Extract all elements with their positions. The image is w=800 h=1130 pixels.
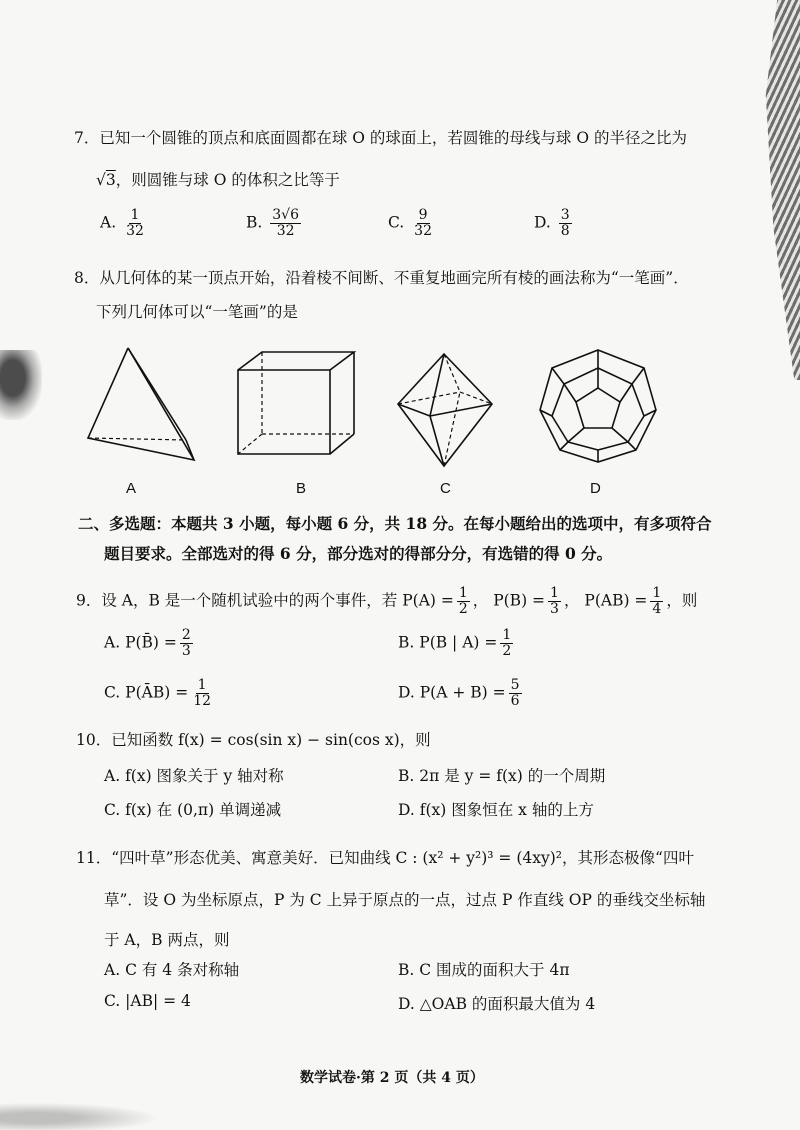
q8-stem-line1: 8．从几何体的某一顶点开始，沿着棱不间断、不重复地画完所有棱的画法称为“一笔画”． — [74, 269, 689, 287]
page-footer: 数学试卷·第 2 页（共 4 页） — [300, 1070, 484, 1086]
q7-stem-line2 — [96, 170, 340, 190]
q9-stem: 9．设 A，B 是一个随机试验中的两个事件，若 P(A) = $\frac{1}{2}$ ， P(B) = $\frac{1}{3}$ ， P(AB) = $\frac{1}{4}$ ，则 — [76, 585, 698, 617]
q11-option-d[interactable]: D. △OAB 的面积最大值为 4 — [398, 995, 596, 1013]
scan-artifact-left — [0, 350, 42, 420]
q10-option-c[interactable]: C. f(x) 在 (0,π) 单调递减 — [104, 801, 282, 819]
q7-stem-line1: 7．已知一个圆锥的顶点和底面圆都在球 O 的球面上，若圆锥的母线与球 O 的半径之比为 — [74, 129, 687, 147]
section2-heading-line2: 题目要求。全部选对的得 6 分，部分选对的得部分分，有选错的得 0 分。 — [104, 544, 613, 563]
q10-stem: 10．已知函数 f(x) = cos(sin x) − sin(cos x)，则 — [76, 731, 431, 749]
figure-octahedron — [390, 350, 500, 470]
figure-label-c: C — [440, 480, 451, 497]
q11-stem-line3: 于 A，B 两点，则 — [104, 931, 230, 949]
section2-heading-line1: 二、多选题：本题共 3 小题，每小题 6 分，共 18 分。在每小题给出的选项中，有多项符合 — [78, 514, 712, 533]
q7-option-c[interactable]: C. $\frac{9}{32}$ — [388, 207, 432, 239]
q7-option-a[interactable]: A. $\frac{1}{32}$ — [100, 207, 144, 239]
figure-cube — [232, 348, 362, 458]
q11-stem-line1: 11．“四叶草”形态优美、寓意美好．已知曲线 C : (x² + y²)³ = (4xy)²，其形态极像“四叶 — [76, 849, 694, 867]
q11-stem-line2: 草”．设 O 为坐标原点，P 为 C 上异于原点的一点，过点 P 作直线 OP 的垂线交坐标轴 — [104, 891, 706, 909]
q8-stem-line2: 下列几何体可以“一笔画”的是 — [96, 303, 298, 321]
sqrt-symbol: √ — [96, 171, 106, 189]
q7-option-d[interactable]: D. $\frac{3}{8}$ — [534, 207, 570, 239]
figure-dodecahedron — [536, 346, 660, 464]
figure-tetrahedron — [78, 342, 198, 464]
q9-option-a[interactable]: A. P(B̄) = $\frac{2}{3}$ — [104, 627, 191, 659]
q7-option-b[interactable]: B. $\frac{3√6}{32}$ — [246, 207, 300, 239]
q7-stem-line2-text: ，则圆锥与球 O 的体积之比等于 — [115, 171, 340, 189]
figure-label-a: A — [126, 480, 137, 497]
scan-artifact-bottom — [0, 1100, 180, 1130]
q11-option-b[interactable]: B. C 围成的面积大于 4π — [398, 961, 570, 979]
q9-option-c[interactable]: C. P(ĀB) = $\frac{1}{12}$ — [104, 677, 212, 709]
figure-label-b: B — [296, 480, 307, 497]
q10-option-d[interactable]: D. f(x) 图象恒在 x 轴的上方 — [398, 801, 594, 819]
q9-option-d[interactable]: D. P(A + B) = $\frac{5}{6}$ — [398, 677, 520, 709]
q7-sqrt-arg: 3 — [105, 171, 116, 189]
q10-option-a[interactable]: A. f(x) 图象关于 y 轴对称 — [104, 767, 284, 785]
scan-artifact-right — [762, 0, 800, 380]
q11-option-a[interactable]: A. C 有 4 条对称轴 — [104, 961, 240, 979]
q10-option-b[interactable]: B. 2π 是 y = f(x) 的一个周期 — [398, 767, 606, 785]
q11-option-c[interactable]: C. |AB| = 4 — [104, 992, 191, 1010]
q9-option-b[interactable]: B. P(B | A) = $\frac{1}{2}$ — [398, 627, 512, 659]
figure-label-d: D — [590, 480, 601, 497]
